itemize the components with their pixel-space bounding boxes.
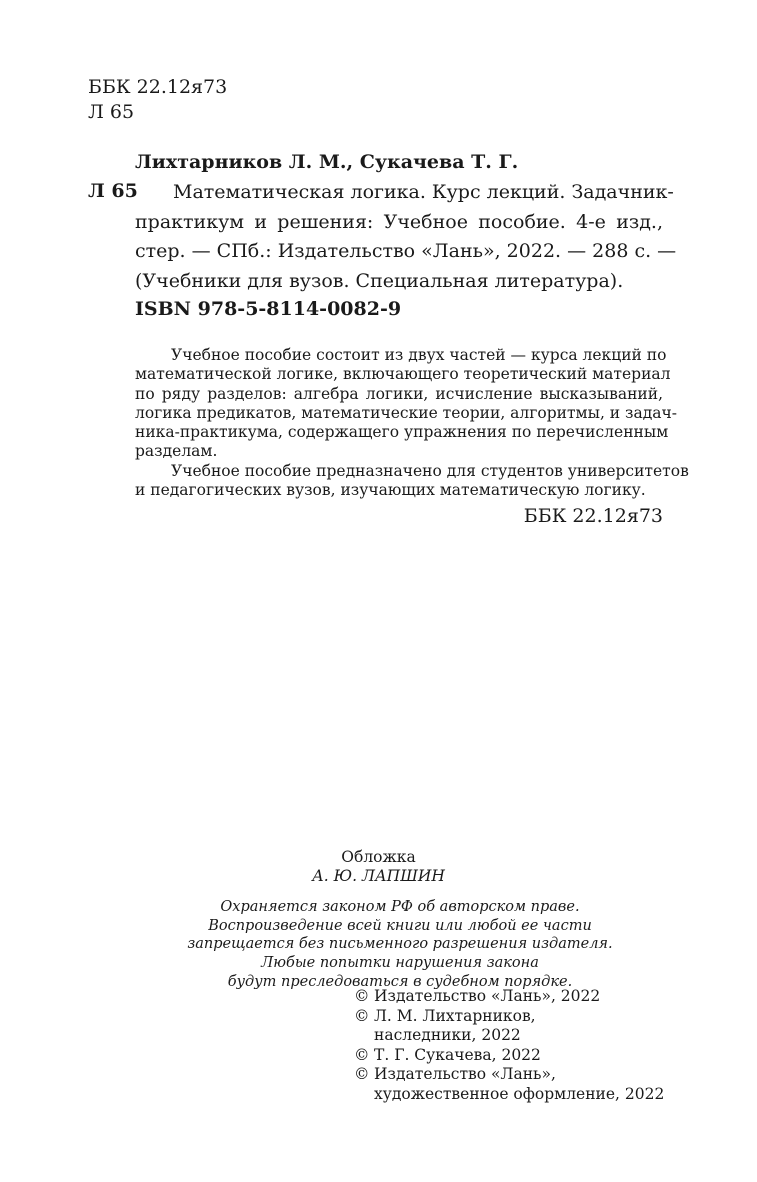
abstract-line: ника-практикума, содержащего упражнения по перечисленным: [135, 423, 669, 442]
copyright-holder: Т. Г. Сукачева, 2022: [374, 1045, 541, 1064]
abstract-line: и педагогических вузов, изучающих математическую логику.: [135, 481, 646, 500]
abstract-bbk-code: ББК 22.12я73: [523, 505, 663, 527]
copyright-holder-continued: художественное оформление, 2022: [374, 1084, 665, 1103]
notice-line: Любые попытки нарушения закона: [261, 955, 539, 972]
copyright-holder: Л. М. Лихтарников,: [374, 1006, 536, 1025]
copyright-holder: Издательство «Лань»,: [374, 1065, 556, 1084]
abstract: [135, 346, 689, 500]
copyright-symbol: ©: [354, 1065, 370, 1084]
cover-designer: А. Ю. ЛАПШИН: [312, 867, 445, 885]
notice-line: Охраняется законом РФ об авторском праве.: [220, 899, 580, 915]
copyright-symbol: ©: [354, 987, 370, 1005]
authors: Лихтарников Л. М., Сукачева Т. Г.: [135, 151, 519, 173]
copyright-entry: [354, 1007, 664, 1027]
notice-line: Воспроизведение всей книги или любой ее части: [208, 917, 592, 934]
bbk-code: ББК 22.12я73: [88, 76, 228, 98]
abstract-line: разделам.: [135, 442, 218, 461]
copyright-holder: Издательство «Лань», 2022: [374, 987, 601, 1005]
notice-line: запрещается без письменного разрешения издателя.: [187, 936, 613, 953]
abstract-line: Учебное пособие состоит из двух частей — курса лекций по: [171, 346, 667, 364]
abstract-line: Учебное пособие предназначено для студентов университетов: [171, 461, 689, 480]
copyright-symbol: ©: [354, 1045, 370, 1064]
copyright-entry: [354, 1065, 664, 1085]
cover-label: Обложка: [341, 848, 416, 866]
isbn: ISBN 978-5-8114-0082-9: [135, 298, 402, 320]
copyright-entry: [354, 1046, 664, 1066]
abstract-line: логика предикатов, математические теории, алгоритмы, и задач-: [135, 403, 678, 422]
copyright-entry: [354, 987, 664, 1007]
notice-line: будут преследоваться в судебном порядке.: [227, 973, 573, 990]
copyright-holder-continued: наследники, 2022: [374, 1026, 521, 1045]
bibliographic-description: [135, 178, 677, 296]
author-mark: Л 65: [88, 101, 135, 123]
classification-block: [88, 75, 227, 125]
copyright-notice: [0, 898, 757, 992]
record-mark: Л 65: [88, 180, 138, 202]
copyright-symbol: ©: [354, 1006, 370, 1025]
description-line: стер. — СПб.: Издательство «Лань», 2022. — 288 с. —: [135, 240, 677, 262]
description-line: (Учебники для вузов. Специальная литература).: [135, 269, 624, 292]
description-line: практикум и решения: Учебное пособие. 4-е изд.,: [135, 210, 663, 233]
cover-credit: [0, 848, 757, 886]
abstract-line: по ряду разделов: алгебра логики, исчисление высказываний,: [135, 384, 663, 403]
description-line: Математическая логика. Курс лекций. Задачник-: [173, 181, 674, 203]
copyright-holders: [354, 987, 664, 1105]
abstract-line: математической логике, включающего теоретический материал: [135, 365, 671, 384]
